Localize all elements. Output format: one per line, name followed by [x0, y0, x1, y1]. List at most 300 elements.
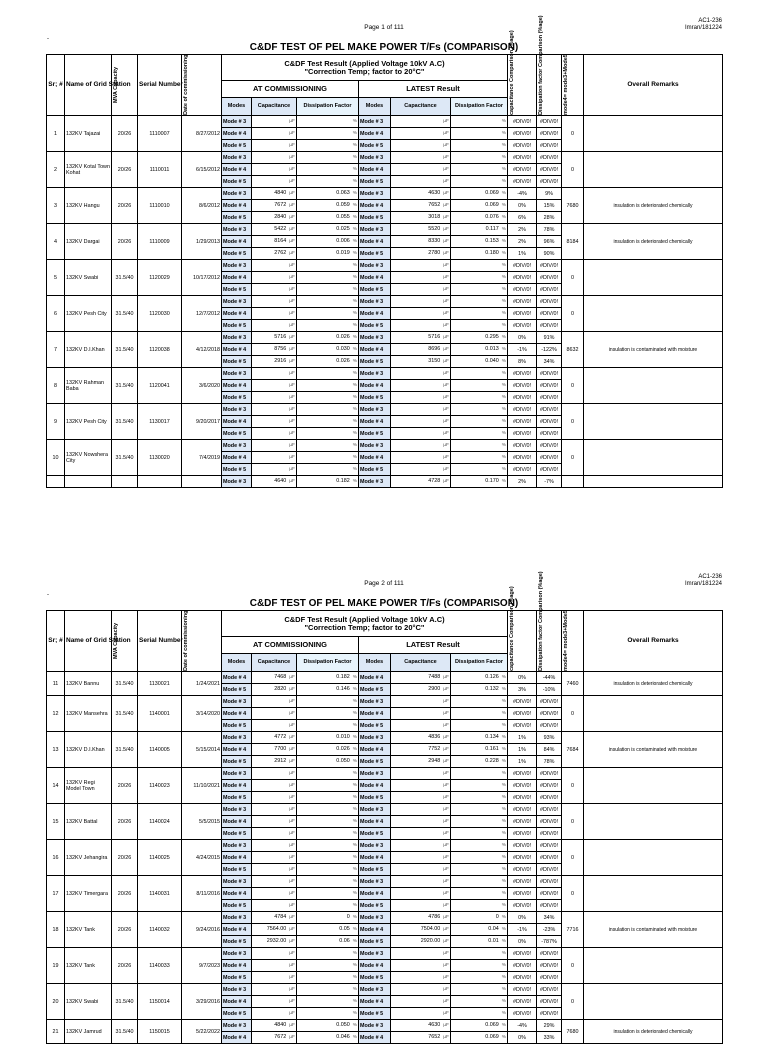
- df-comparison: 33%: [537, 1032, 562, 1044]
- df-comparison: -10%: [537, 684, 562, 696]
- header-dissipation-factor: Dissipation Factor: [297, 97, 359, 115]
- df-latest-unit: %: [501, 939, 506, 944]
- capacitance-latest: [391, 272, 451, 284]
- df-comparison: #DIV/0!: [537, 308, 562, 320]
- mva-capacity: 31.5/40: [112, 440, 138, 476]
- mode-label-latest: Mode # 3: [359, 984, 391, 996]
- mode-sum-value: 7680: [562, 1020, 584, 1044]
- header-cap-comparison-text: capacitance Comparison (%age): [509, 586, 515, 671]
- df-latest-unit: %: [501, 263, 506, 268]
- capacitance-comparison: #DIV/0!: [508, 972, 537, 984]
- capacitance-commissioning: [252, 1020, 297, 1032]
- commissioning-date: 5/22/2022: [182, 1020, 222, 1044]
- capacitance-commissioning: [252, 476, 297, 488]
- df-comparison: #DIV/0!: [537, 996, 562, 1008]
- capacitance-commissioning: [252, 912, 297, 924]
- df-latest: [451, 320, 508, 332]
- df-comparison: #DIV/0!: [537, 984, 562, 996]
- df-latest: [451, 732, 508, 744]
- df-latest: [451, 176, 508, 188]
- df-commissioning: [297, 140, 359, 152]
- capacitance-commissioning: [252, 224, 297, 236]
- df-commissioning-value: 0.026: [336, 358, 350, 364]
- table-row: [47, 840, 723, 852]
- df-commissioning: [297, 332, 359, 344]
- df-commissioning: [297, 212, 359, 224]
- header-date: [182, 55, 222, 116]
- capacitance-commissioning-value: 2762: [274, 250, 287, 256]
- capacitance-commissioning-unit: µF: [289, 759, 295, 764]
- grid-station-name: 132KV Kotal Town Kohat: [65, 152, 112, 188]
- df-comparison: -122%: [537, 344, 562, 356]
- capacitance-commissioning: [252, 984, 297, 996]
- capacitance-latest: [391, 792, 451, 804]
- mode-label: Mode # 3: [222, 332, 252, 344]
- df-latest-unit: %: [501, 251, 506, 256]
- df-commissioning-unit: %: [352, 891, 357, 896]
- mode-label: Mode # 3: [222, 948, 252, 960]
- capacitance-commissioning-value: 7672: [274, 202, 287, 208]
- table-row: [47, 948, 723, 960]
- df-commissioning-unit: %: [352, 287, 357, 292]
- capacitance-commissioning-unit: µF: [289, 287, 295, 292]
- header-capacitance: Capacitance: [252, 97, 297, 115]
- capacitance-latest-unit: µF: [443, 179, 449, 184]
- mode-label: Mode # 5: [222, 756, 252, 768]
- capacitance-latest: [391, 224, 451, 236]
- grid-station-name: 132KV Hangu: [65, 188, 112, 224]
- header-mode-sum-text: mode4= mode3+Mode5: [563, 54, 569, 115]
- df-commissioning-unit: %: [352, 131, 357, 136]
- serial-number: 1130017: [138, 404, 182, 440]
- capacitance-commissioning-value: 4640: [274, 478, 287, 484]
- capacitance-latest-unit: µF: [443, 215, 449, 220]
- capacitance-comparison: #DIV/0!: [508, 1008, 537, 1020]
- df-comparison: #DIV/0!: [537, 804, 562, 816]
- df-comparison: -23%: [537, 924, 562, 936]
- serial-number: 1150015: [138, 1020, 182, 1044]
- capacitance-commissioning: [252, 296, 297, 308]
- capacitance-commissioning-value: 7700: [274, 746, 287, 752]
- capacitance-comparison: #DIV/0!: [508, 368, 537, 380]
- capacitance-latest: [391, 924, 451, 936]
- capacitance-commissioning-unit: µF: [289, 407, 295, 412]
- grid-station-name: 132KV Pesh City: [65, 404, 112, 440]
- serial-number: 1120029: [138, 260, 182, 296]
- df-commissioning-unit: %: [352, 467, 357, 472]
- df-latest-unit: %: [501, 987, 506, 992]
- df-commissioning-unit: %: [352, 735, 357, 740]
- serial-no: 2: [47, 152, 65, 188]
- mode-sum-value: 0: [562, 840, 584, 876]
- df-commissioning-unit: %: [352, 963, 357, 968]
- capacitance-commissioning-value: 2912: [274, 758, 287, 764]
- df-latest: [451, 404, 508, 416]
- df-latest-unit: %: [501, 191, 506, 196]
- capacitance-latest-unit: µF: [443, 479, 449, 484]
- df-commissioning: [297, 864, 359, 876]
- table-row: [47, 152, 723, 164]
- capacitance-latest: [391, 756, 451, 768]
- df-latest: [451, 780, 508, 792]
- df-latest-unit: %: [501, 371, 506, 376]
- mode-sum-value: 8632: [562, 332, 584, 368]
- df-commissioning: [297, 684, 359, 696]
- df-latest: [451, 804, 508, 816]
- capacitance-latest-unit: µF: [443, 975, 449, 980]
- df-comparison: 28%: [537, 212, 562, 224]
- df-latest: [451, 948, 508, 960]
- df-comparison: #DIV/0!: [537, 380, 562, 392]
- df-latest: [451, 296, 508, 308]
- capacitance-comparison: #DIV/0!: [508, 308, 537, 320]
- capacitance-latest: [391, 720, 451, 732]
- capacitance-comparison: #DIV/0!: [508, 320, 537, 332]
- df-comparison: #DIV/0!: [537, 272, 562, 284]
- df-latest: [451, 200, 508, 212]
- commissioning-date: 5/15/2014: [182, 732, 222, 768]
- mode-sum-value: 0: [562, 984, 584, 1020]
- capacitance-latest-unit: µF: [443, 795, 449, 800]
- mode-label: Mode # 4: [222, 960, 252, 972]
- df-latest: [451, 828, 508, 840]
- capacitance-latest: [391, 164, 451, 176]
- df-commissioning: [297, 672, 359, 684]
- df-latest-unit: %: [501, 831, 506, 836]
- capacitance-comparison: #DIV/0!: [508, 164, 537, 176]
- header-test-result: [222, 55, 508, 81]
- commissioning-date: 12/7/2012: [182, 296, 222, 332]
- mode-label: Mode # 4: [222, 672, 252, 684]
- df-commissioning-value: 0.055: [336, 214, 350, 220]
- capacitance-latest: [391, 476, 451, 488]
- capacitance-latest: [391, 260, 451, 272]
- capacitance-latest: [391, 840, 451, 852]
- df-latest-unit: %: [501, 855, 506, 860]
- mode-label: Mode # 4: [222, 708, 252, 720]
- mode-label-latest: Mode # 3: [359, 116, 391, 128]
- df-latest: [451, 888, 508, 900]
- capacitance-latest: [391, 248, 451, 260]
- df-commissioning-unit: %: [352, 699, 357, 704]
- header-result-line2: "Correction Temp; factor to 20°C": [304, 66, 425, 76]
- df-latest: [451, 212, 508, 224]
- mode-sum-value: 0: [562, 696, 584, 732]
- df-commissioning: [297, 792, 359, 804]
- df-latest: [451, 972, 508, 984]
- df-latest-unit: %: [501, 843, 506, 848]
- overall-remarks: [584, 984, 723, 1020]
- capacitance-latest: [391, 428, 451, 440]
- df-commissioning: [297, 248, 359, 260]
- mode-label-latest: Mode # 5: [359, 1008, 391, 1020]
- mode-sum-value: 7460: [562, 672, 584, 696]
- df-latest-unit: %: [501, 783, 506, 788]
- mode-label: Mode # 5: [222, 792, 252, 804]
- capacitance-commissioning: [252, 1008, 297, 1020]
- mode-label-latest: Mode # 5: [359, 392, 391, 404]
- mode-label-latest: Mode # 3: [359, 440, 391, 452]
- df-latest-unit: %: [501, 687, 506, 692]
- capacitance-latest-value: 7652: [428, 1034, 441, 1040]
- capacitance-latest: [391, 816, 451, 828]
- capacitance-latest-unit: µF: [443, 251, 449, 256]
- df-latest: [451, 164, 508, 176]
- capacitance-commissioning-unit: µF: [289, 119, 295, 124]
- capacitance-latest-unit: µF: [443, 455, 449, 460]
- df-commissioning-unit: %: [352, 323, 357, 328]
- grid-station-name: 132KV Battal: [65, 804, 112, 840]
- df-commissioning-unit: %: [352, 759, 357, 764]
- capacitance-latest: [391, 356, 451, 368]
- serial-no: 14: [47, 768, 65, 804]
- capacitance-commissioning: [252, 452, 297, 464]
- capacitance-comparison: 0%: [508, 936, 537, 948]
- capacitance-latest-value: 3018: [428, 214, 441, 220]
- df-latest-value: 0: [495, 914, 499, 920]
- mode-label: Mode # 3: [222, 768, 252, 780]
- header-capacitance: Capacitance: [391, 653, 451, 671]
- df-commissioning: [297, 996, 359, 1008]
- grid-station-name: 132KV Mansehra: [65, 696, 112, 732]
- capacitance-commissioning: [252, 816, 297, 828]
- df-commissioning: [297, 948, 359, 960]
- df-latest-unit: %: [501, 179, 506, 184]
- table-row: [47, 804, 723, 816]
- df-latest-unit: %: [501, 155, 506, 160]
- capacitance-latest-value: 8696: [428, 346, 441, 352]
- mode-label: Mode # 4: [222, 452, 252, 464]
- table-row: [47, 732, 723, 744]
- table-row: [47, 188, 723, 200]
- commissioning-date: 5/5/2015: [182, 804, 222, 840]
- mva-capacity: 31.5/40: [112, 260, 138, 296]
- df-commissioning-unit: %: [352, 335, 357, 340]
- capacitance-latest: [391, 912, 451, 924]
- df-latest: [451, 236, 508, 248]
- mva-capacity: 31.5/40: [112, 296, 138, 332]
- df-commissioning-unit: %: [352, 155, 357, 160]
- capacitance-commissioning-unit: µF: [289, 455, 295, 460]
- serial-number: [138, 476, 182, 488]
- capacitance-comparison: #DIV/0!: [508, 840, 537, 852]
- capacitance-commissioning: [252, 792, 297, 804]
- mode-label: Mode # 4: [222, 272, 252, 284]
- df-commissioning: [297, 972, 359, 984]
- capacitance-commissioning: [252, 212, 297, 224]
- header-date: [182, 611, 222, 672]
- mode-label-latest: Mode # 5: [359, 356, 391, 368]
- df-latest-unit: %: [501, 675, 506, 680]
- df-comparison: #DIV/0!: [537, 876, 562, 888]
- grid-station-name: 132KV Tank: [65, 912, 112, 948]
- grid-station-name: 132KV D.I.Khan: [65, 732, 112, 768]
- df-latest: [451, 380, 508, 392]
- df-commissioning-unit: %: [352, 431, 357, 436]
- capacitance-commissioning-unit: µF: [289, 735, 295, 740]
- mva-capacity: 20/26: [112, 116, 138, 152]
- capacitance-comparison: #DIV/0!: [508, 416, 537, 428]
- df-comparison: #DIV/0!: [537, 296, 562, 308]
- capacitance-comparison: 3%: [508, 684, 537, 696]
- mode-label: Mode # 5: [222, 1008, 252, 1020]
- capacitance-commissioning-unit: µF: [289, 1035, 295, 1040]
- overall-remarks: insulation is deteriorated chemically: [584, 672, 723, 696]
- mode-label-latest: Mode # 3: [359, 732, 391, 744]
- df-latest-unit: %: [501, 419, 506, 424]
- mode-label-latest: Mode # 5: [359, 828, 391, 840]
- capacitance-latest-unit: µF: [443, 807, 449, 812]
- capacitance-latest-unit: µF: [443, 1011, 449, 1016]
- capacitance-latest-unit: µF: [443, 831, 449, 836]
- mva-capacity: 31.5/40: [112, 696, 138, 732]
- capacitance-latest: [391, 392, 451, 404]
- serial-no: 11: [47, 672, 65, 696]
- df-commissioning: [297, 828, 359, 840]
- serial-no: 13: [47, 732, 65, 768]
- commissioning-date: 4/12/2018: [182, 332, 222, 368]
- capacitance-latest-unit: µF: [443, 711, 449, 716]
- df-latest-unit: %: [501, 699, 506, 704]
- df-commissioning: [297, 236, 359, 248]
- mode-label-latest: Mode # 4: [359, 708, 391, 720]
- df-comparison: -44%: [537, 672, 562, 684]
- capacitance-commissioning-unit: µF: [289, 239, 295, 244]
- capacitance-latest-value: 4728: [428, 478, 441, 484]
- capacitance-commissioning-unit: µF: [289, 335, 295, 340]
- serial-no: 15: [47, 804, 65, 840]
- overall-remarks: insulation is contaminated with moisture: [584, 332, 723, 368]
- capacitance-commissioning: [252, 996, 297, 1008]
- serial-no: 17: [47, 876, 65, 912]
- df-commissioning: [297, 416, 359, 428]
- df-latest-unit: %: [501, 119, 506, 124]
- capacitance-latest-unit: µF: [443, 419, 449, 424]
- df-commissioning-unit: %: [352, 143, 357, 148]
- capacitance-commissioning-unit: µF: [289, 419, 295, 424]
- df-comparison: -7%: [537, 476, 562, 488]
- mode-label-latest: Mode # 4: [359, 128, 391, 140]
- commissioning-date: 8/6/2012: [182, 188, 222, 224]
- capacitance-latest-value: 2780: [428, 250, 441, 256]
- df-commissioning: [297, 188, 359, 200]
- capacitance-comparison: #DIV/0!: [508, 380, 537, 392]
- serial-no: 6: [47, 296, 65, 332]
- capacitance-latest: [391, 684, 451, 696]
- df-latest: [451, 852, 508, 864]
- capacitance-commissioning: [252, 128, 297, 140]
- capacitance-latest-unit: µF: [443, 759, 449, 764]
- serial-no: [47, 476, 65, 488]
- capacitance-comparison: 6%: [508, 212, 537, 224]
- header-modes: Modes: [359, 97, 391, 115]
- capacitance-commissioning-unit: µF: [289, 699, 295, 704]
- df-latest: [451, 152, 508, 164]
- header-at-commissioning: AT COMMISSIONING: [222, 637, 359, 653]
- capacitance-latest-value: 4630: [428, 190, 441, 196]
- mode-label: Mode # 5: [222, 140, 252, 152]
- header-mode-sum: [562, 611, 584, 672]
- capacitance-commissioning-unit: µF: [289, 443, 295, 448]
- serial-number: 1140031: [138, 876, 182, 912]
- df-commissioning-unit: %: [352, 119, 357, 124]
- grid-station-name: 132KV Jehangira: [65, 840, 112, 876]
- capacitance-commissioning-value: 4772: [274, 734, 287, 740]
- capacitance-commissioning: [252, 464, 297, 476]
- df-comparison: #DIV/0!: [537, 1008, 562, 1020]
- capacitance-commissioning: [252, 164, 297, 176]
- df-latest: [451, 912, 508, 924]
- df-comparison: #DIV/0!: [537, 768, 562, 780]
- capacitance-latest-value: 2920.00: [420, 938, 441, 944]
- df-comparison: #DIV/0!: [537, 816, 562, 828]
- df-commissioning: [297, 936, 359, 948]
- df-commissioning: [297, 840, 359, 852]
- df-commissioning: [297, 744, 359, 756]
- df-commissioning-unit: %: [352, 855, 357, 860]
- mode-label-latest: Mode # 5: [359, 684, 391, 696]
- mode-label-latest: Mode # 3: [359, 332, 391, 344]
- capacitance-commissioning: [252, 804, 297, 816]
- df-comparison: #DIV/0!: [537, 404, 562, 416]
- serial-number: 1120038: [138, 332, 182, 368]
- capacitance-latest: [391, 876, 451, 888]
- capacitance-comparison: #DIV/0!: [508, 284, 537, 296]
- capacitance-commissioning-value: 2932.00: [266, 938, 287, 944]
- capacitance-latest: [391, 464, 451, 476]
- capacitance-commissioning: [252, 672, 297, 684]
- capacitance-commissioning-unit: µF: [289, 227, 295, 232]
- table-row: [47, 1020, 723, 1032]
- df-latest: [451, 248, 508, 260]
- df-latest-unit: %: [501, 431, 506, 436]
- header-dissipation-factor: Dissipation Factor: [297, 653, 359, 671]
- capacitance-comparison: 2%: [508, 236, 537, 248]
- capacitance-latest: [391, 888, 451, 900]
- capacitance-comparison: #DIV/0!: [508, 720, 537, 732]
- df-comparison: #DIV/0!: [537, 972, 562, 984]
- capacitance-commissioning-unit: µF: [289, 263, 295, 268]
- mode-label-latest: Mode # 3: [359, 840, 391, 852]
- capacitance-comparison: #DIV/0!: [508, 864, 537, 876]
- capacitance-latest: [391, 200, 451, 212]
- capacitance-latest-value: 7652: [428, 202, 441, 208]
- df-latest-unit: %: [501, 951, 506, 956]
- commissioning-date: 1/24/2021: [182, 672, 222, 696]
- capacitance-latest: [391, 452, 451, 464]
- df-commissioning: [297, 1020, 359, 1032]
- capacitance-commissioning-unit: µF: [289, 167, 295, 172]
- df-comparison: 90%: [537, 248, 562, 260]
- df-latest-value: 0.228: [485, 758, 499, 764]
- capacitance-comparison: #DIV/0!: [508, 176, 537, 188]
- df-commissioning: [297, 464, 359, 476]
- df-latest-unit: %: [501, 735, 506, 740]
- df-latest: [451, 116, 508, 128]
- commissioning-date: 8/11/2016: [182, 876, 222, 912]
- mode-label-latest: Mode # 4: [359, 452, 391, 464]
- capacitance-commissioning-value: 2820: [274, 686, 287, 692]
- capacitance-comparison: #DIV/0!: [508, 792, 537, 804]
- df-latest-unit: %: [501, 879, 506, 884]
- grid-station-name: 132KV Rahman Baba: [65, 368, 112, 404]
- capacitance-latest-unit: µF: [443, 867, 449, 872]
- commissioning-date: 10/17/2012: [182, 260, 222, 296]
- df-commissioning-unit: %: [352, 311, 357, 316]
- mode-label: Mode # 3: [222, 804, 252, 816]
- df-latest-unit: %: [501, 1035, 506, 1040]
- capacitance-latest-value: 5716: [428, 334, 441, 340]
